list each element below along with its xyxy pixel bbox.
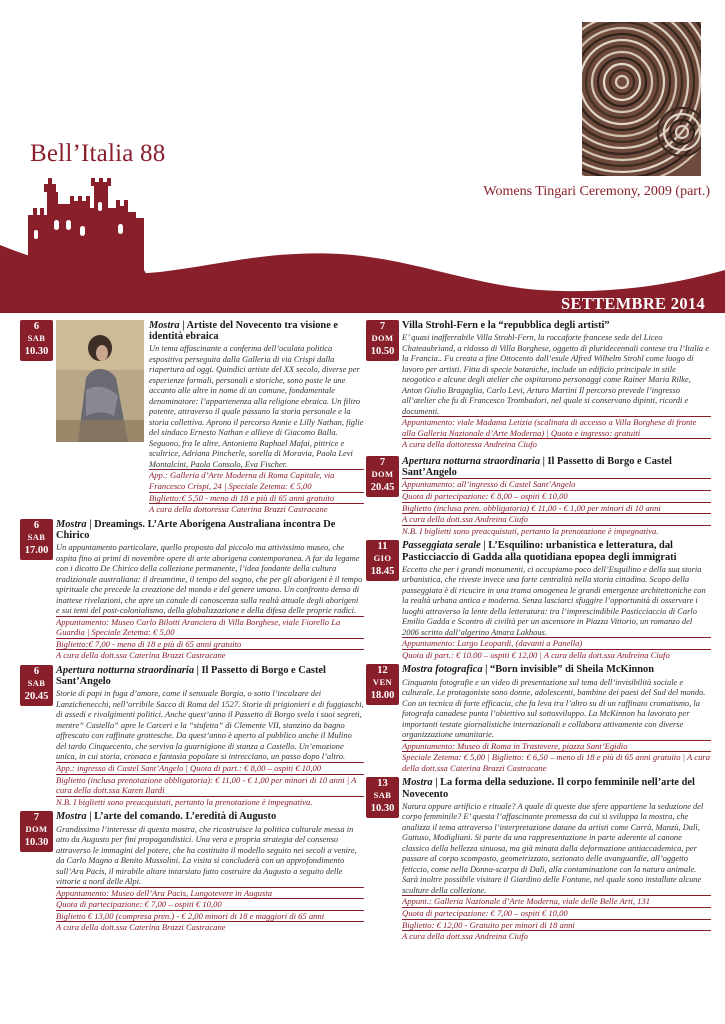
event-info: Quota di part.: € 10.00 – ospiti € 12,00 | A cura della dott.ssa Andreina Ciufo <box>402 649 711 661</box>
event-time: 20.45 <box>370 481 395 493</box>
painting-image <box>56 320 144 442</box>
event-day: 7 <box>33 812 40 824</box>
artwork-image <box>582 22 701 176</box>
event-item <box>366 777 711 941</box>
event-time: 18.00 <box>370 690 395 702</box>
event-item <box>366 320 711 450</box>
event-info: A cura della dottoressa Andreina Ciufo <box>402 438 711 450</box>
event-weekday: DOM <box>371 468 394 479</box>
event-info: Quota di partecipazione: € 7,00 – ospiti € 10,00 <box>56 898 364 910</box>
event-weekday: SAB <box>27 531 46 542</box>
date-badge <box>366 777 399 818</box>
event-title: Apertura notturna straordinaria | Il Passetto di Borgo e Castel Sant’Angelo <box>402 455 672 479</box>
event-day: 13 <box>377 778 388 790</box>
artwork-caption: Womens Tingari Ceremony, 2009 (part.) <box>483 184 710 199</box>
event-info: Speciale Zetema: € 5,00 | Biglietto: € 6,50 – meno di 18 e più di 65 anni gratuito | A cura della dott.ssa Caterina Brazzi Castracane <box>402 752 711 773</box>
date-badge <box>366 320 399 361</box>
event-item <box>366 456 711 536</box>
event-info: A cura della dottoressa Caterina Brazzi Castracane <box>149 503 364 515</box>
event-day: 6 <box>33 666 40 678</box>
date-badge <box>366 664 399 705</box>
event-title: Mostra | L’arte del comando. L’eredità di Augusto <box>56 811 277 823</box>
event-weekday: DOM <box>371 333 394 343</box>
date-badge <box>366 456 399 497</box>
event-title: Mostra | Artiste del Novecento tra visione e identità ebraica <box>149 320 339 343</box>
event-info: Biglietto € 13,00 (compresa pren.) - € 2,00 minori di 18 e maggiori di 65 anni <box>56 910 364 922</box>
event-info: N.B. I biglietti sono preacquistati, pertanto la prenotazione è impegnativa. <box>402 525 711 537</box>
date-badge <box>20 519 53 560</box>
events-column-right <box>366 320 711 946</box>
event-title: Mostra fotografica | “Born invisible” di Sheila McKinnon <box>402 664 654 676</box>
event-info: Appuntamento: all’ingresso di Castel Sant’Angelo <box>402 478 711 490</box>
event-info: A cura della dott.ssa Andreina Ciufo <box>402 513 711 525</box>
month-title: SETTEMBRE 2014 <box>560 294 705 313</box>
event-info: Quota di partecipazione: € 7,00 – ospiti € 10,00 <box>402 907 711 919</box>
event-time: 20.45 <box>24 691 49 703</box>
date-badge <box>20 811 53 852</box>
event-time: 17.00 <box>24 544 49 556</box>
event-item <box>366 540 711 660</box>
event-day: 6 <box>33 519 40 531</box>
event-description: Un appuntamento particolare, quello proposto dal piccolo ma attivissimo museo, che ospita fino ai primi di novembre opere di arte aborigena contemporanea. A far da legame con i dicotto De Chirico della collezione permanente, l’idea fondante della cultura tradizionale australiana: il dreamtime, il tempo del sogno, che per gli aborigeni è il tempo spirituale che precede la creazione del mondo e del genere umano. Un confronto denso di inattese rivelazioni, che apre un canale di conoscenza sulla realtà attuale degli aborigeni e sui temi del post-colonialismo, della globalizzazione e della difesa delle proprie radici. <box>56 542 363 616</box>
event-info: App.: Galleria d’Arte Moderna di Roma Capitale, via Francesco Crispi, 24 | Speciale Zetema: € 5,00 <box>149 469 364 491</box>
event-description: Grandissimo l’interesse di questa mostra, che ricostruisce la politica culturale messa in atto da Augusto per fini propagandistici. Una vera e propria strategia del consenso attraverso le immagini del potere, che ha costituito il modello seguito nei secoli a venire, da Carlo Magno a Benito Mussolini. La visita si concluderà con un approfondimento sull’Ara Pacis, il mirabile altare intarsiato fatto costruire da Augusto a seguito delle vittorie a nord delle Alpi. <box>56 823 357 887</box>
event-title: Mostra | Dreamings. L’Arte Aborigena Australiana incontra De Chirico <box>56 518 336 541</box>
event-info: A cura della dott.ssa Caterina Brazzi Castracane <box>56 649 364 661</box>
event-day: 7 <box>379 456 386 468</box>
event-info: Biglietto (inclusa pren. obbligatoria) € 11,00 - € 1,00 per minori di 10 anni <box>402 502 711 514</box>
event-info: Biglietto (inclusa prenotazione obbligatoria): € 11,00 - € 1,00 per minori di 10 anni | A cura della dott.ssa Karen Ilardi <box>56 774 364 796</box>
event-time: 10.30 <box>24 837 49 849</box>
event-item <box>20 320 364 515</box>
event-info: N.B. I biglietti sono preacquistati, pertanto la prenotazione è impegnativa. <box>56 796 364 808</box>
date-badge <box>20 320 53 361</box>
event-weekday: SAB <box>27 333 46 343</box>
event-info: Biglietto:€ 5,50 - meno di 18 e più di 65 anni gratuito <box>149 492 364 504</box>
event-description: Storie di papi in fuga d’amore, come il sensuale Borgia, o sotto l’incalzare dei Lanzichenecchi, nell’orribile Sacco di Roma del 1527. Storie di prigionieri e di fuggiaschi, di assedi e rivolgimenti politici. Anche quest’anno il Passetto di Borgo svela i suoi segreti, mentre” Castello” apre le Carceri e la “stufetta” di Clemente VII, stanzino da bagno affrescato con raffinate grottesche. Da quest’anno è aperto al pubblico anche il Mulino del tardo Cinquecento, che serviva la guarnigione di stanza a Castello. Un’emozione unica, in cui storia, cronaca e fantasia popolare si intrecciano, un passo dopo l’altro. <box>56 688 364 762</box>
event-description: Cinquanta fotografie e un video di presentazione sul tema dell’invisibilità sociale e culturale. Le protagoniste sono donne, adolescenti, bambine dei paesi del Sud del mondo. Con un tecnica di forte efficacia, che fa leva tra l’altro su di un raffinato cromatismo, la fotografa canadese punta l’obiettivo sul sottosviluppo. La McKinnon ha lavorato per importanti testate giornalistiche internazionali e collabora attivamente con diverse organizzazione umanitarie. <box>402 676 706 740</box>
event-info: Biglietto:€ 7,00 - meno di 18 e più di 65 anni gratuito <box>56 638 364 650</box>
event-info: Appuntamento: Museo dell’Ara Pacis, Lungotevere in Augusta <box>56 887 364 899</box>
event-time: 10.30 <box>24 346 49 357</box>
event-info: Appuntamento: Museo di Roma in Trastevere, piazza Sant’Egidio <box>402 740 711 752</box>
event-info: Biglietto: € 12,00 - Gratuito per minori di 18 anni <box>402 919 711 931</box>
event-title: Passeggiata serale | L’Esquilino: urbanistica e letteratura, dal Pasticciaccio di Gadda alla quotidiana epopea degli immigrati <box>402 540 677 563</box>
event-description: E’ quasi inafferrabile Villa Strohl-Fern, la roccaforte francese sede del Liceo Chateaubriand, a ridosso di Villa Borghese, oggetto di pluridecennali contese tra l’Italia e la Francia.. Fu creata a fine Ottocento dall’esule Alfred Wilhelm Strohl come luogo di lavoro per artisti. Fitta di specie botaniche, include un edificio principale in stile neogotico e alcune degli atelier che ospitarono personaggi come Rainer Maria Rilke, Anton Giulio Bragaglia, Carlo Levi, Arturo Martini Il percorso prevede l’ingresso all’atelier che fu di Francesco Trombadori, nel quale si conservano dipinti, ricordi e documenti. <box>402 332 709 416</box>
event-item <box>366 664 711 773</box>
event-time: 10.30 <box>370 803 395 815</box>
event-info: Quota di partecipazione: € 8,00 – ospiti € 10,00 <box>402 490 711 502</box>
event-title: Mostra | La forma della seduzione. Il corpo femminile nell’arte del Novecento <box>402 777 695 800</box>
event-item <box>20 665 364 807</box>
event-weekday: VEN <box>372 677 393 688</box>
event-description: Eccetto che per i grandi monumenti, ci occupiamo poco dell’Esquilino e della sua storia urbanistica, che riveste invece una forte centralità nella storia cittadina. Scopo della passeggiata è di ricucire in una trama omogenea le grandi emergenze architettoniche con la realtà urbana antica e moderna. Senza lasciarci sfuggire l’opportunità di osservare i luoghi attraverso la lente della letteratura: tra l’imprescindibile Pasticciaccio di Carlo Emilio Gadda e Scontro di civiltà per un ascensore in Piazza Vittorio, un romanzo del 2006 scritto dall’algerino Amara Lakhous. <box>402 563 706 637</box>
event-item <box>20 811 364 933</box>
event-item <box>20 519 364 661</box>
event-weekday: GIO <box>373 553 392 564</box>
event-day: 7 <box>379 321 386 332</box>
event-description: Natura oppure artificio e rituale? A quale di queste due sfere appartiene la seduzione del corpo femminile? E’ questa l’affascinante premessa da cui si sviluppa la mostra, che analizza il tema attraverso l’interpretazione datane da artisti come Carrà, Manzù, Dalì, Guttuso, Modigliani. Si parte da una rappresentazione in parte aderente al canone classico della bellezza sinuosa, ma già minata dalla deformazione antiaccademica, per passare al corpo scomposto, geometrizzato, sezionato delle avanguardie, all’oggetto feticcio, come nella Donna-scarpa di Dalì, alla contaminazione con la natura animale. Sarà inoltre possibile visitare il Giardino delle Fontane, nel quale sono installate alcune sculture della collezione. <box>402 800 704 895</box>
event-info: Appuntamento: Largo Leopardi, (davanti a Panella) <box>402 637 711 649</box>
event-info: Appunt.: Galleria Nazionale d’Arte Moderna, viale delle Belle Arti, 131 <box>402 895 711 907</box>
date-badge <box>20 665 53 706</box>
event-time: 18.45 <box>370 566 395 578</box>
event-title: Villa Strohl-Fern e la “repubblica degli artisti” <box>402 320 610 331</box>
event-description: Un tema affascinante a conferma dell’oculata politica espositiva perseguita dalla Galleria di via Crispi dalla riapertura ad oggi. Quindici artiste del XX secolo, diverse per esperienze formali, personali e storiche, sono poste le une accanto alle altre in nome di un comune, fondamentale denominatore: l’appartenenza alla religione ebraica. Un filtro potente, attraverso il quale passano la storia personale e la storia collettiva. Aprono il percorso Annie e Lilly Nathan, figlie del sindaco Ernesto Nathan e allieve di Giacomo Balla. Seguono, fra le altre, Antonietta Raphael Mafai, pittrice e scultrice, Adriana Pincherle, sorella di Moravia, Paola Levi Montalcini, Paola Consolo, Eva Fischer. <box>149 343 364 469</box>
event-weekday: DOM <box>25 824 48 835</box>
event-weekday: SAB <box>373 790 392 801</box>
events-column-left <box>20 320 364 937</box>
event-title: Apertura notturna straordinaria | Il Passetto di Borgo e Castel Sant’Angelo <box>56 665 326 688</box>
event-info: App.: ingresso di Castel Sant’Angelo | Quota di part.: € 8,00 – ospiti € 10,00 <box>56 762 364 774</box>
event-day: 6 <box>33 321 40 332</box>
event-time: 10.50 <box>370 346 395 357</box>
event-info: Appuntamento: Museo Carlo Bilotti Aranciera di Villa Borghese, viale Fiorello La Guardia | Speciale Zetema: € 5,00 <box>56 616 364 638</box>
page-title: Bell’Italia 88 <box>30 140 166 167</box>
event-info: A cura della dott.ssa Caterina Brazzi Castracane <box>56 921 364 933</box>
event-day: 11 <box>377 541 388 553</box>
event-day: 12 <box>377 665 388 677</box>
event-info: A cura della dott.ssa Andreina Ciufo <box>402 930 711 942</box>
event-weekday: SAB <box>27 678 46 689</box>
date-badge <box>366 540 399 581</box>
event-info: Appuntamento: viale Madama Letizia (scalinata di accesso a Villa Borghese di fronte alla Galleria Nazionale d’Arte Moderna) | Quota e ingresso: gratuiti <box>402 416 711 438</box>
